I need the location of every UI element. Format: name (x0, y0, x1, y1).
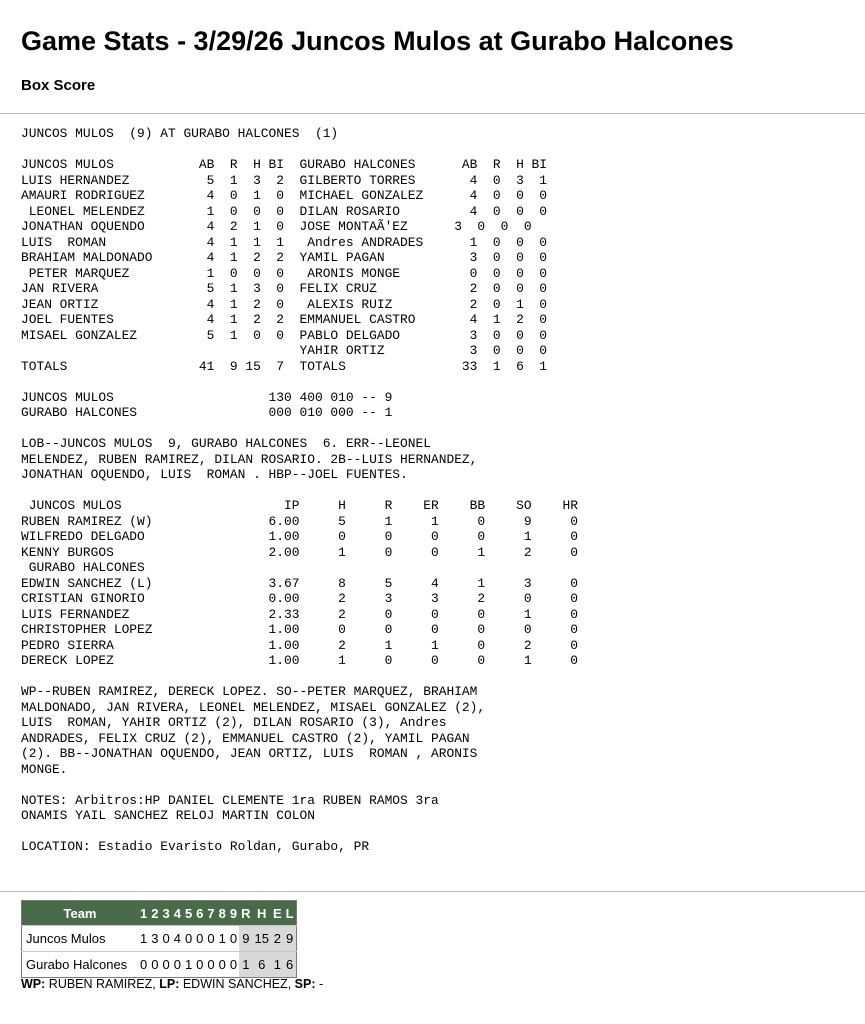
wp-label: WP: (21, 977, 46, 991)
box-score-line: DERECK LOPEZ 1.00 1 0 0 0 1 0 (21, 653, 578, 668)
linescore-total-cell: 1 (239, 952, 252, 978)
box-score-line: JONATHAN OQUENDO, LUIS ROMAN . HBP--JOEL FUENTES. (21, 467, 408, 482)
linescore-header-e: E (271, 901, 284, 926)
linescore-row (22, 926, 297, 952)
sp-value: - (315, 977, 324, 991)
lp-label: LP: (159, 977, 180, 991)
linescore-inning-cell: 0 (172, 952, 183, 978)
box-score-line: JUNCOS MULOS IP H R ER BB SO HR (21, 498, 578, 513)
linescore-inning-cell: 1 (183, 952, 194, 978)
linescore-inning-cell: 0 (160, 952, 171, 978)
box-score-line: JAN RIVERA 5 1 3 0 FELIX CRUZ 2 0 0 0 (21, 281, 548, 296)
linescore-inning-cell: 1 (138, 926, 149, 952)
linescore-team-name: Gurabo Halcones (22, 952, 139, 978)
linescore-team-name: Juncos Mulos (22, 926, 139, 952)
linescore-header-5: 5 (183, 901, 194, 926)
linescore-inning-cell: 1 (217, 926, 228, 952)
linescore-header-4: 4 (172, 901, 183, 926)
linescore-header-8: 8 (217, 901, 228, 926)
linescore-inning-cell: 4 (172, 926, 183, 952)
box-score-line: LUIS FERNANDEZ 2.33 2 0 0 0 1 0 (21, 606, 578, 622)
box-score-line: JUNCOS MULOS AB R H BI GURABO HALCONES AB R H BI (21, 157, 548, 172)
box-score-line: (2). BB--JONATHAN OQUENDO, JEAN ORTIZ, LUIS ROMAN , ARONIS (21, 746, 478, 761)
box-score-line: ANDRADES, FELIX CRUZ (2), EMMANUEL CASTRO (2), YAMIL PAGAN (21, 730, 470, 746)
box-score-line: BRAHIAM MALDONADO 4 1 2 2 YAMIL PAGAN 3 0 0 0 (21, 250, 548, 265)
box-score-line: PEDRO SIERRA 1.00 2 1 1 0 2 0 (21, 637, 578, 653)
linescore-header-row (22, 901, 297, 926)
box-score-line: AMAURI RODRIGUEZ 4 0 1 0 MICHAEL GONZALEZ 4 0 0 0 (21, 188, 548, 203)
linescore-header-6: 6 (194, 901, 205, 926)
linescore-row (22, 952, 297, 978)
linescore-total-cell: 15 (253, 926, 271, 952)
box-score-line: LEONEL MELENDEZ 1 0 0 0 DILAN ROSARIO 4 0 0 0 (21, 203, 548, 219)
box-score-line: JUNCOS MULOS (9) AT GURABO HALCONES (1) (21, 126, 339, 141)
divider-bottom (0, 891, 865, 892)
linescore-inning-cell: 3 (149, 926, 160, 952)
box-score-line: NOTES: Arbitros:HP DANIEL CLEMENTE 1ra RUBEN RAMOS 3ra (21, 792, 439, 808)
linescore-inning-cell: 0 (228, 952, 239, 978)
box-score-line: ONAMIS YAIL SANCHEZ RELOJ MARTIN COLON (21, 808, 315, 823)
linescore-inning-cell: 0 (194, 952, 205, 978)
linescore-header-l: L (284, 901, 296, 926)
box-score-line: LUIS ROMAN, YAHIR ORTIZ (2), DILAN ROSARIO (3), Andres (21, 715, 447, 730)
box-score-line: MALDONADO, JAN RIVERA, LEONEL MELENDEZ, MISAEL GONZALEZ (2), (21, 699, 486, 715)
box-score-line: CHRISTOPHER LOPEZ 1.00 0 0 0 0 0 0 (21, 622, 578, 637)
box-score-line: GURABO HALCONES (21, 560, 145, 575)
box-score-line: WILFREDO DELGADO 1.00 0 0 0 0 1 0 (21, 529, 578, 544)
box-score-line: CRISTIAN GINORIO 0.00 2 3 3 2 0 0 (21, 591, 578, 606)
page-title: Game Stats - 3/29/26 Juncos Mulos at Gurabo Halcones (21, 26, 734, 56)
box-score-line: LOB--JUNCOS MULOS 9, GURABO HALCONES 6. ERR--LEONEL (21, 436, 431, 451)
box-score-line: JEAN ORTIZ 4 1 2 0 ALEXIS RUIZ 2 0 1 0 (21, 296, 548, 312)
linescore-body (22, 926, 297, 978)
linescore-total-cell: 6 (253, 952, 271, 978)
box-score-line: MONGE. (21, 761, 68, 777)
lp-value: EDWIN SANCHEZ, (179, 977, 295, 991)
pitching-decisions (21, 977, 323, 992)
box-score-line: LOCATION: Estadio Evaristo Roldan, Gurabo, PR (21, 839, 370, 854)
box-score-line: WP--RUBEN RAMIREZ, DERECK LOPEZ. SO--PETER MARQUEZ, BRAHIAM (21, 684, 478, 699)
box-score-line: JUNCOS MULOS 130 400 010 -- 9 (21, 389, 393, 405)
box-score-line: LUIS ROMAN 4 1 1 1 Andres ANDRADES 1 0 0 0 (21, 234, 548, 250)
linescore-total-cell: 2 (271, 926, 284, 952)
box-score-line: MISAEL GONZALEZ 5 1 0 0 PABLO DELGADO 3 0 0 0 (21, 327, 548, 343)
divider-top (0, 113, 865, 114)
box-score-line: EDWIN SANCHEZ (L) 3.67 8 5 4 1 3 0 (21, 575, 578, 591)
box-score-line: RUBEN RAMIREZ (W) 6.00 5 1 1 0 9 0 (21, 513, 578, 529)
linescore-header-1: 1 (138, 901, 149, 926)
box-score-line: JONATHAN OQUENDO 4 2 1 0 JOSE MONTAÃ'EZ 3 0 0 0 (21, 219, 532, 234)
linescore-inning-cell: 0 (183, 926, 194, 952)
sp-label: SP: (294, 977, 316, 991)
linescore-header-r: R (239, 901, 252, 926)
linescore-total-cell: 9 (239, 926, 252, 952)
box-score-line: PETER MARQUEZ 1 0 0 0 ARONIS MONGE 0 0 0 0 (21, 265, 548, 281)
box-score-line: LUIS HERNANDEZ 5 1 3 2 GILBERTO TORRES 4 0 3 1 (21, 172, 548, 188)
linescore-header-9: 9 (228, 901, 239, 926)
box-score-line: TOTALS 41 9 15 7 TOTALS 33 1 6 1 (21, 358, 548, 374)
box-score-line: MELENDEZ, RUBEN RAMIREZ, DILAN ROSARIO. 2B--LUIS HERNANDEZ, (21, 451, 478, 467)
linescore-inning-cell: 0 (149, 952, 160, 978)
linescore-header-team: Team (22, 901, 139, 926)
box-score-heading: Box Score (21, 77, 96, 94)
linescore-header-7: 7 (205, 901, 216, 926)
linescore-inning-cell: 0 (205, 952, 216, 978)
linescore-inning-cell: 0 (217, 952, 228, 978)
box-score-line: YAHIR ORTIZ 3 0 0 0 (21, 343, 548, 358)
box-score-line: GURABO HALCONES 000 010 000 -- 1 (21, 405, 393, 420)
linescore-inning-cell: 0 (160, 926, 171, 952)
linescore-inning-cell: 0 (228, 926, 239, 952)
linescore-inning-cell: 0 (194, 926, 205, 952)
linescore-total-cell: 6 (284, 952, 296, 978)
linescore-total-cell: 9 (284, 926, 296, 952)
linescore-total-cell: 1 (271, 952, 284, 978)
linescore-inning-cell: 0 (205, 926, 216, 952)
linescore-header-h: H (253, 901, 271, 926)
linescore-header-2: 2 (149, 901, 160, 926)
linescore-inning-cell: 0 (138, 952, 149, 978)
box-score-line: JOEL FUENTES 4 1 2 2 EMMANUEL CASTRO 4 1 2 0 (21, 312, 548, 327)
box-score-line: KENNY BURGOS 2.00 1 0 0 1 2 0 (21, 544, 578, 560)
linescore-table (21, 900, 297, 978)
wp-value: RUBEN RAMIREZ, (45, 977, 160, 991)
box-score-text (21, 126, 578, 855)
linescore-header-3: 3 (160, 901, 171, 926)
